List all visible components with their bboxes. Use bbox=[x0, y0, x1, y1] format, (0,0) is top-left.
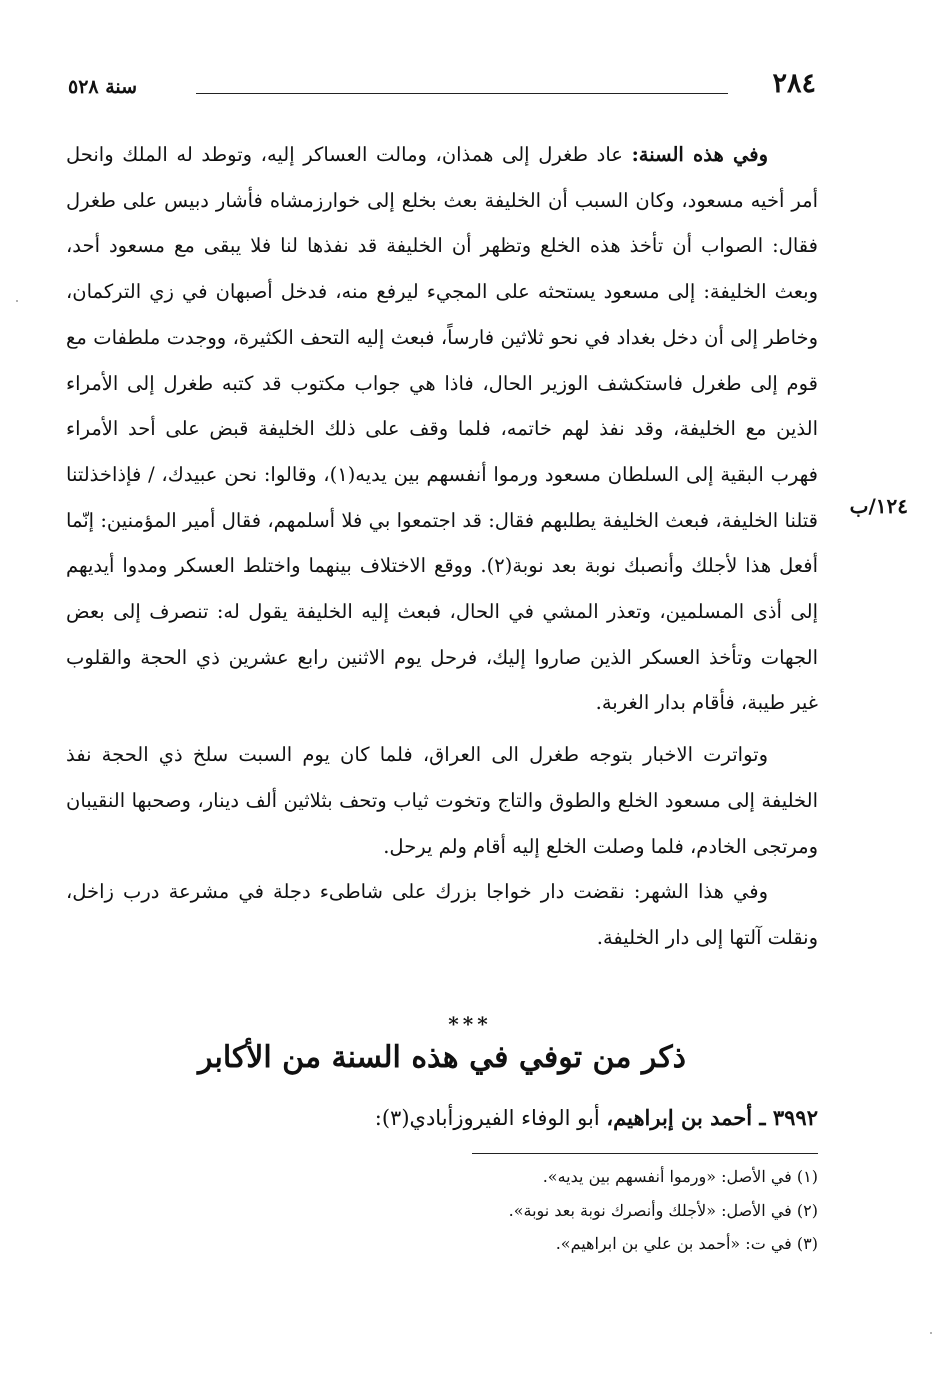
paragraph-3 bbox=[66, 869, 818, 960]
page-number: ٢٨٤ bbox=[772, 68, 816, 99]
header-rule bbox=[196, 93, 728, 94]
paragraph-body: عاد طغرل إلى همذان، ومالت العساكر إليه، وتوطد له الملك وانحل أمر أخيه مسعود، وكان السبب أن الخليفة بعث بخلع إلى خوارزمشاه فأشار دبيس على طغرل فقال: الصواب أن تأخذ هذه الخلع وتظهر أن الخليفة قد نفذها لنا فلا يبقى مع مسعود أحد، وبعث الخليفة: إلى مسعود يستحثه على المجيء ليرفع منه، فدخل أصبهان في زي التركمان، وخاطر إلى أن دخل بغداد في نحو ثلاثين فارساً، فبعث إليه التحف الكثيرة، ووجدت ملطفات مع قوم إلى طغرل فاستكشف الوزير الحال، فاذا هي جواب مكتوب قد كتبه طغرل إلى الأمراء الذين مع الخليفة، وقد نفذ لهم خاتمه، فلما وقف على ذلك الخليفة قبض على أحد الأمراء فهرب البقية إلى السلطان مسعود ورموا أنفسهم بين يديه(١)، وقالوا: نحن عبيدك، / فإذاخذلتنا قتلنا الخليفة، فبعث الخليفة يطلبهم فقال: قد اجتمعوا بي فلا أسلمهم، فقال أمير المؤمنين: إنّما أفعل هذا لأجلك وأنصبك نوبة بعد نوبة(٢). ووقع الاختلاف بينهما واختلط العسكر ومدوا أيديهم إلى أذى المسلمين، وتعذر المشي في الحال، فبعث إليه الخليفة يقول له: تنصرف إلى بعض الجهات وتأخذ العسكر الذين صاروا إليك، فرحل يوم الاثنين رابع عشرين ذي الحجة والقلوب غير طيبة، فأقام بدار الغربة. bbox=[66, 143, 818, 715]
footnote-3: (٣) في ت: «أحمد بن علي بن ابراهيم». bbox=[555, 1234, 818, 1253]
footnotes bbox=[66, 1160, 818, 1261]
manuscript-folio-ref: ١٢٤/ب bbox=[849, 494, 908, 518]
scan-speck bbox=[16, 300, 18, 302]
paragraph-lead: وفي هذه السنة: bbox=[631, 143, 768, 166]
entry-number-name: ٣٩٩٢ ـ أحمد بن إبراهيم، bbox=[606, 1105, 818, 1130]
year-label: سنة ٥٢٨ bbox=[68, 76, 138, 98]
running-header bbox=[68, 68, 816, 108]
paragraph-body: وفي هذا الشهر: نقضت دار خواجا بزرك على شاطىء دجلة في مشرعة درب زاخل، ونقلت آلتها إلى دار الخليفة. bbox=[66, 880, 818, 949]
paragraph-1 bbox=[66, 132, 818, 726]
section-separator: *** bbox=[448, 1012, 492, 1036]
paragraph-2 bbox=[66, 732, 818, 869]
footnote-rule bbox=[472, 1153, 818, 1154]
entry-rest: أبو الوفاء الفيروزأبادي(٣): bbox=[374, 1106, 607, 1130]
main-text bbox=[66, 132, 818, 961]
footnote-2: (٢) في الأصل: «لأجلك وأنصرك نوبة بعد نوبة». bbox=[508, 1200, 818, 1220]
paragraph-body: وتواترت الاخبار بتوجه طغرل الى العراق، فلما كان يوم السبت سلخ ذي الحجة نفذ الخليفة إلى مسعود الخلع والطوق والتاج وتخوت ثياب وتحف بثلاثين ألف دينار، وصحبها النقيبان ومرتجى الخادم، فلما وصلت الخلع إليه أقام ولم يرحل. bbox=[66, 743, 818, 858]
biography-entry bbox=[66, 1100, 818, 1136]
footnote-1: (١) في الأصل: «ورموا أنفسهم بين يديه». bbox=[542, 1167, 818, 1186]
section-heading: ذكر من توفي في هذه السنة من الأكابر bbox=[197, 1040, 687, 1075]
scan-speck bbox=[930, 1332, 932, 1334]
